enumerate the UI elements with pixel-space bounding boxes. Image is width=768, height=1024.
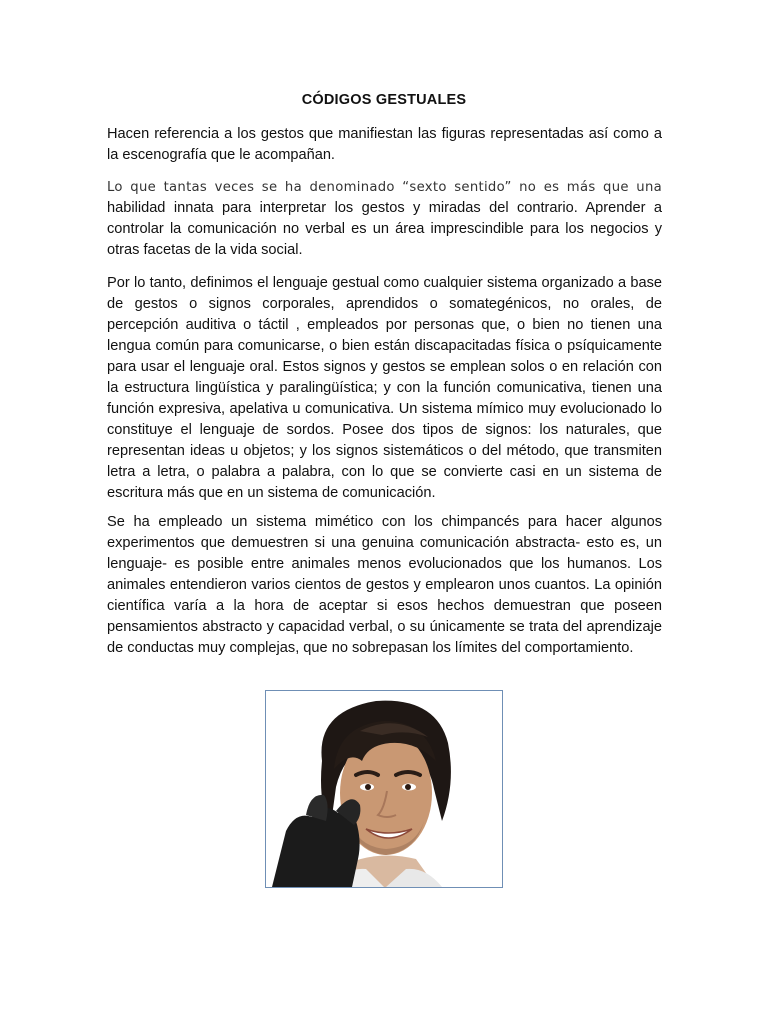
paragraph-sexto-sentido: [107, 177, 662, 261]
paragraph-intro: Hacen referencia a los gestos que manifiestan las figuras representadas así como a la escenografía que le acompañan.: [107, 126, 662, 163]
paragraph-definition: Por lo tanto, definimos el lenguaje gestual como cualquier sistema organizado a base de gestos o signos corporales, aprendidos o somategénicos, no orales, de percepción auditiva o táctil , empleados por personas que, o bien no tienen una lengua común para comunicarse, o bien están discapacitadas física o psíquicamente para usar el lenguaje oral. Estos signos y gestos se emplean solos o en relación con la estructura lingüística y paralingüística; y con la función comunicativa, tienen una función expresiva, apelativa u comunicativa. Un sistema mímico muy evolucionado lo constituye el lenguaje de sordos. Posee dos tipos de signos: los naturales, que representan ideas u objetos; y los signos sistemáticos o del método, que transmiten letra a letra, o palabra a palabra, con lo que se convierte casi en un sistema de escritura más que en un sistema de comunicación.: [107, 275, 662, 501]
person-photo-icon: [266, 691, 502, 887]
page-title: CÓDIGOS GESTUALES: [301, 92, 467, 108]
paragraph-lead-line: Lo que tantas veces se ha denominado “sexto sentido” no es más que una: [107, 180, 662, 195]
person-photo: [265, 690, 503, 888]
paragraph-body: habilidad innata para interpretar los gestos y miradas del contrario. Aprender a controlar la comunicación no verbal es un área imprescindible para los negocios y otras facetas de la vida social.: [107, 200, 662, 258]
paragraph-chimpanzees: Se ha empleado un sistema mimético con los chimpancés para hacer algunos experimentos que demuestren si una genuina comunicación abstracta- esto es, un lenguaje- es posible entre animales menos evolucionados que los humanos. Los animales entendieron varios cientos de gestos y emplearon unos cuantos. La opinión científica varía a la hora de aceptar si esos hechos demuestran que poseen pensamientos abstracto y capacidad verbal, o su únicamente se trata del aprendizaje de conductas muy complejas, que no sobrepasan los límites del comportamiento.: [107, 514, 662, 656]
